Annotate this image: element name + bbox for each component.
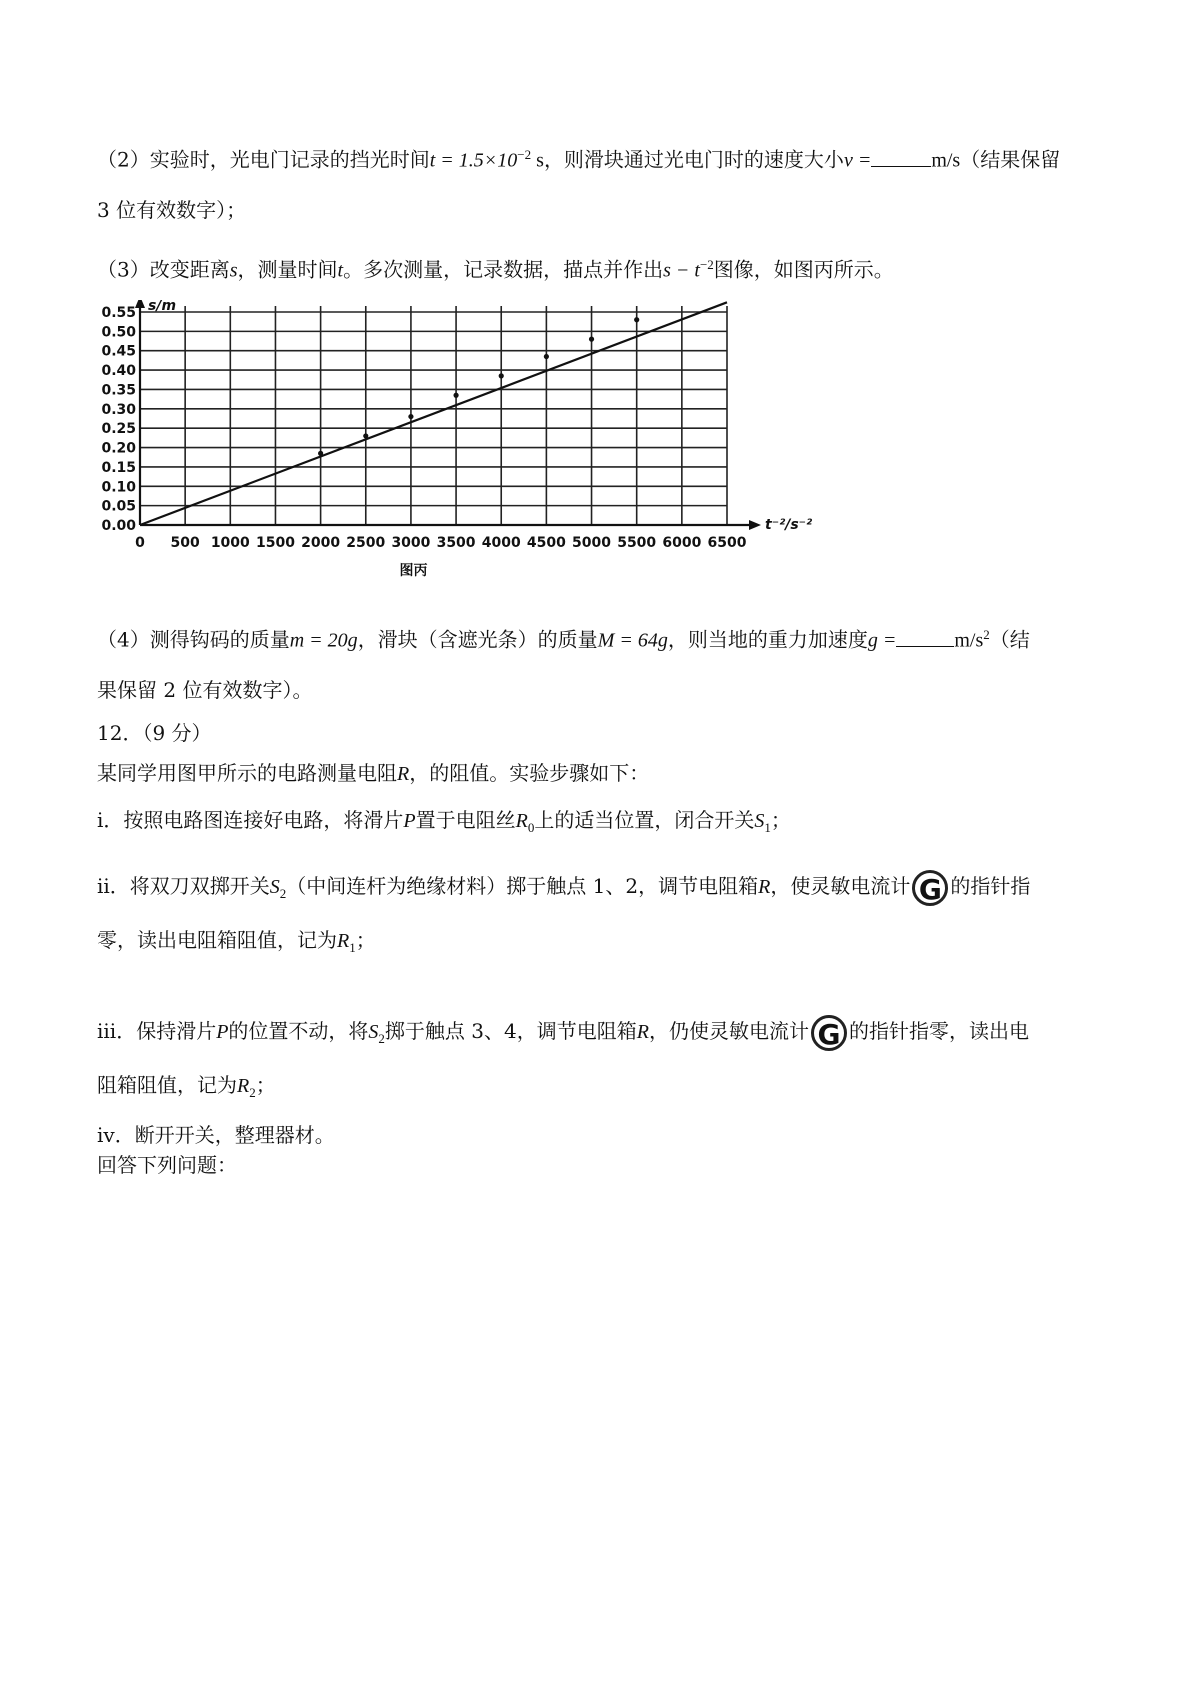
y-tick-label: 0.40 [101,363,136,380]
x-tick-label: 0 [135,535,145,551]
x-tick-label: 4500 [526,535,566,551]
q4-M: M = 64g [597,629,668,652]
step-i-R0: R [515,810,528,832]
step-ii-text-c: ，使灵敏电流计 [770,874,911,898]
q4-unit: m/s [954,629,984,652]
y-tick-label: 0.00 [101,518,136,534]
step-ii-text-b: （中间连杆为绝缘材料）掷于触点 1、2，调节电阻箱 [286,874,759,898]
q12-intro-b: ，的阻值。实验步骤如下： [409,761,650,785]
q12-intro-a: 某同学用图甲所示的电路测量电阻 [97,761,397,785]
q2-text-c: （结果保留 [960,147,1061,172]
step-ii-end: ； [355,928,376,952]
q12-answer-prompt: 回答下列问题： [97,1153,237,1177]
q2-unit: m/s [931,149,961,172]
x-tick-label: 500 [170,535,200,551]
y-axis-label: s/m [148,300,177,314]
step-iii-R: R [636,1021,649,1043]
q12-step-ii-line2 [97,925,376,963]
q2-time-expr: t = 1.5×10 [429,149,518,172]
y-tick-label: 0.10 [101,479,136,496]
step-ii-R: R [758,876,771,898]
q12-intro-R: R [397,763,410,785]
step-ii-R1-sub: 1 [349,940,356,955]
step-i-S1: S [754,810,765,832]
x-tick-label: 1500 [255,535,295,551]
y-tick-label: 0.05 [101,498,136,515]
step-iii-S2-sub: 2 [378,1031,385,1046]
step-i-text-c: 上的适当位置，闭合开关 [534,808,755,832]
q3-text-c: 。多次测量，记录数据，描点并作出 [343,257,664,282]
step-ii-line2-text: 零，读出电阻箱阻值，记为 [97,928,337,952]
q12-step-i [97,805,791,843]
y-tick-label: 0.15 [101,459,136,476]
data-point [589,337,594,342]
figure-bing-chart [100,300,820,590]
q12-step-iii-line2 [97,1070,276,1108]
data-point [544,354,549,359]
x-axis-arrow [749,520,761,530]
step-ii-text-a: ii．将双刀双掷开关 [97,874,270,898]
step-iii-end: ； [255,1073,276,1097]
y-axis-arrow [135,300,145,308]
q2-text-b: ，则滑块通过光电门时的速度大小 [543,147,844,172]
q12-step-ii [97,870,1030,909]
y-tick-label: 0.25 [101,421,136,438]
step-iii-text-d: ，仍使灵敏电流计 [648,1019,809,1043]
y-tick-label: 0.50 [101,324,136,341]
q3-text-b: ，测量时间 [237,257,338,282]
q4-line2: 果保留 2 位有效数字）。 [97,678,313,702]
x-tick-label: 2000 [301,535,341,551]
data-point [363,433,368,438]
step-iii-text-e: 的指针指零，读出电 [848,1019,1029,1043]
data-point [634,317,639,322]
x-tick-label: 5000 [572,535,612,551]
step-i-R0-sub: 0 [527,820,535,835]
x-tick-label: 3500 [436,535,476,551]
step-ii-R1: R [337,930,350,952]
q4-unit-exp: 2 [983,627,990,642]
y-tick-label: 0.30 [101,401,136,418]
q2-answer-blank[interactable] [871,148,931,167]
step-ii-S2: S [269,876,280,898]
data-point [318,451,323,456]
step-ii-text-d: 的指针指 [950,874,1031,898]
q3-t: t [337,259,344,282]
q2-time-unit: s [531,149,544,172]
x-tick-label: 1000 [210,535,250,551]
q4-g-label: g = [867,629,897,652]
q3-line [97,250,894,286]
step-i-text-a: i．按照电路图连接好电路，将滑片 [97,808,404,832]
q3-s: s [229,259,238,282]
step-iii-line2-text: 阻箱阻值，记为 [97,1073,237,1097]
data-point [408,414,413,419]
q12-number: 12．（9 分） [97,721,212,745]
step-iii-text-c: 掷于触点 3、4，调节电阻箱 [384,1019,637,1043]
q3-st-exp: −2 [699,257,714,272]
q2-v-label: v = [843,149,872,172]
q4-m: m = 20g [289,629,358,652]
step-i-text-b: 置于电阻丝 [415,808,516,832]
step-iii-R2: R [237,1075,250,1097]
x-tick-label: 2500 [346,535,386,551]
x-tick-label: 4000 [481,535,521,551]
q3-st: s − t [663,259,700,282]
q4-text-a: （4）测得钩码的质量 [97,627,290,652]
x-axis-label: t⁻²/s⁻² [765,517,813,533]
q2-text-a: （2）实验时，光电门记录的挡光时间 [97,147,430,172]
fit-line [140,302,727,525]
galvanometer-icon: G [811,1015,847,1051]
q12-step-iii [97,1015,1029,1054]
q3-text-a: （3）改变距离 [97,257,230,282]
q12-intro [97,758,649,789]
x-tick-label: 6500 [707,535,747,551]
data-point [453,393,458,398]
step-iii-text-b: 的位置不动，将 [228,1019,369,1043]
data-point [499,373,504,378]
x-tick-label: 6000 [662,535,702,551]
step-iii-R2-sub: 2 [249,1085,256,1100]
step-i-text-d: ； [770,808,791,832]
step-iii-text-a: iii．保持滑片 [97,1019,217,1043]
q2-line2: 3 位有效数字）； [97,198,247,222]
x-tick-label: 5500 [617,535,657,551]
figure-caption: 图丙 [399,563,428,579]
step-ii-S2-sub: 2 [279,886,287,901]
galvanometer-icon: G [912,870,948,906]
q3-text-d: 图像，如图丙所示。 [713,257,894,282]
q4-text-b: ，滑块（含遮光条）的质量 [357,627,598,652]
q2-line1 [97,140,1060,176]
q4-line1 [97,620,1030,656]
q4-answer-blank[interactable] [896,628,954,647]
step-i-P: P [403,810,416,832]
q2-time-exp: −2 [517,147,532,162]
q12-step-iv: iv．断开开关，整理器材。 [97,1123,335,1147]
q4-text-c: ，则当地的重力加速度 [667,627,868,652]
y-tick-label: 0.35 [101,382,136,399]
q4-text-d: （结 [989,627,1030,652]
x-tick-label: 3000 [391,535,431,551]
step-iii-S2: S [368,1021,379,1043]
step-i-S1-sub: 1 [764,820,771,835]
y-tick-label: 0.55 [101,305,136,321]
y-tick-label: 0.20 [101,440,136,457]
y-tick-label: 0.45 [101,343,136,360]
step-iii-P: P [216,1021,229,1043]
